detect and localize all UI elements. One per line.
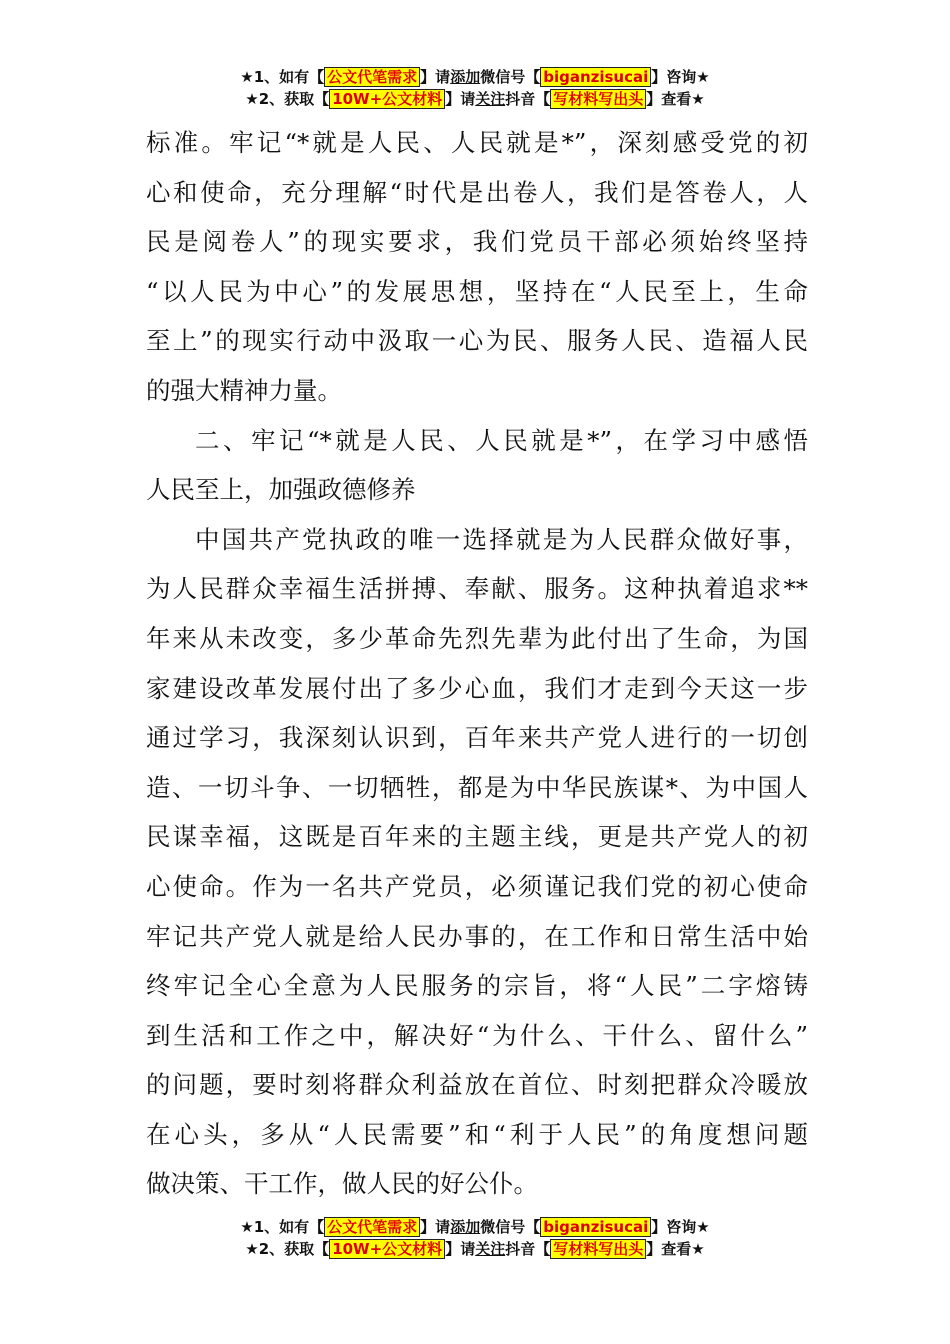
body-line: 为人民群众幸福生活拼搏、奉献、服务。这种执着追求** [146, 574, 808, 604]
body-line: 年来从未改变，多少革命先烈先辈为此付出了生命，为国 [146, 623, 808, 653]
banner-line-2: ★2、获取【 10W+公文材料 】请关注抖音【 写材料写出头 】查看★ [245, 90, 705, 108]
highlight-wechat-id: biganzisucai [540, 1217, 651, 1237]
body-line: 终牢记全心全意为人民服务的宗旨，将“人民”二字熔铸 [146, 971, 808, 1001]
highlight-materials: 10W+公文材料 [329, 89, 445, 109]
body-line: 牢记共产党人就是给人民办事的，在工作和日常生活中始 [146, 921, 808, 951]
body-line: 民是阅卷人”的现实要求，我们党员干部必须始终坚持 [146, 227, 808, 257]
highlight-service: 公文代笔需求 [324, 1217, 420, 1237]
document-body [146, 118, 808, 1209]
body-line: 标准。牢记“*就是人民、人民就是*”，深刻感受党的初 [146, 128, 808, 157]
body-line: 做决策、干工作，做人民的好公仆。 [146, 1169, 538, 1199]
highlight-service: 公文代笔需求 [324, 67, 420, 87]
body-line: 中国共产党执政的唯一选择就是为人民群众做好事， [195, 524, 808, 554]
body-line: 家建设改革发展付出了多少心血，我们才走到今天这一步 [146, 673, 808, 703]
body-line: 至上”的现实行动中汲取一心为民、服务人民、造福人民 [146, 326, 808, 356]
body-line: 心和使命，充分理解“时代是出卷人，我们是答卷人，人 [146, 177, 808, 207]
section-heading: 人民至上，加强政德修养 [146, 475, 416, 505]
body-line: 通过学习，我深刻认识到，百年来共产党人进行的一切创 [146, 723, 808, 753]
highlight-materials: 10W+公文材料 [329, 1239, 445, 1259]
body-line: 的问题，要时刻将群众利益放在首位、时刻把群众冷暖放 [146, 1070, 808, 1100]
highlight-douyin-id: 写材料写出头 [550, 1239, 646, 1259]
section-heading: 二、牢记“*就是人民、人民就是*”，在学习中感悟 [195, 425, 808, 455]
footer-banner [0, 1216, 950, 1260]
banner-line-2: ★2、获取【 10W+公文材料 】请关注抖音【 写材料写出头 】查看★ [245, 1240, 705, 1258]
header-banner [0, 66, 950, 110]
body-line: 造、一切斗争、一切牺牲，都是为中华民族谋*、为中国人 [146, 772, 808, 802]
body-line: 的强大精神力量。 [146, 375, 342, 405]
banner-line-1: ★1、如有【 公文代笔需求 】请添加微信号【 biganzisucai 】咨询★ [240, 1218, 710, 1236]
body-line: “以人民为中心”的发展思想，坚持在“人民至上，生命 [146, 276, 808, 306]
highlight-douyin-id: 写材料写出头 [550, 89, 646, 109]
body-line: 在心头，多从“人民需要”和“利于人民”的角度想问题 [146, 1119, 808, 1149]
banner-line-1: ★1、如有【 公文代笔需求 】请添加微信号【 biganzisucai 】咨询★ [240, 68, 710, 86]
body-line: 到生活和工作之中，解决好“为什么、干什么、留什么” [146, 1020, 808, 1050]
highlight-wechat-id: biganzisucai [540, 67, 651, 87]
body-line: 民谋幸福，这既是百年来的主题主线，更是共产党人的初 [146, 822, 808, 852]
body-line: 心使命。作为一名共产党员，必须谨记我们党的初心使命 [146, 871, 808, 901]
